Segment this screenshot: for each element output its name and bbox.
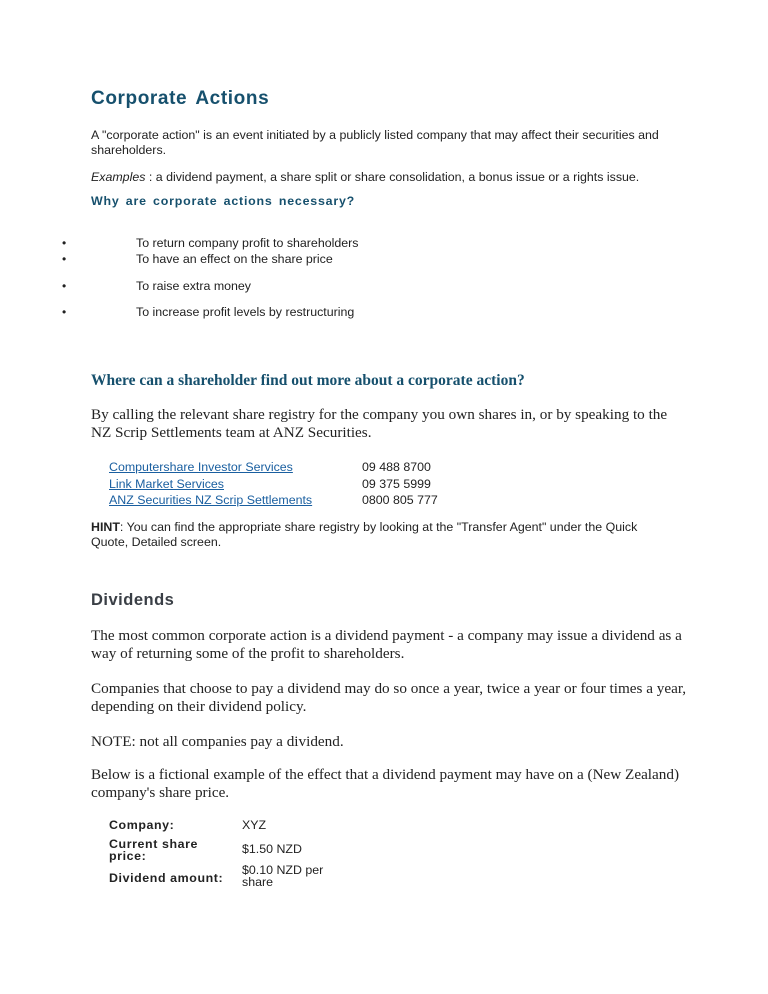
dividend-paragraph: The most common corporate action is a dividend payment - a company may issue a dividend as a way of returning some of the profit to shareholders. — [91, 627, 682, 662]
where-paragraph: By calling the relevant share registry for the company you own shares in, or by speaking to the NZ Scrip Settlements team at ANZ Securities. — [91, 406, 668, 441]
bullet-text: To return company profit to shareholders — [136, 236, 359, 250]
bullet-icon: • — [62, 236, 67, 250]
bullet-text: To have an effect on the share price — [136, 252, 333, 266]
registry-link-link-market[interactable]: Link Market Services — [109, 477, 224, 491]
registry-link-computershare[interactable]: Computershare Investor Services — [109, 460, 293, 474]
hint-text: : You can find the appropriate share registry by looking at the "Transfer Agent" under the Quick Quote, Detailed screen. — [91, 520, 638, 549]
intro-paragraph: A "corporate action" is an event initiated by a publicly listed company that may affect their securities and shareholders. — [91, 128, 659, 157]
bullet-icon: • — [62, 305, 67, 319]
where-heading: Where can a shareholder find out more about a corporate action? — [91, 372, 525, 389]
dividend-paragraph: Below is a fictional example of the effect that a dividend payment may have on a (New Zealand) company's share price. — [91, 766, 680, 801]
bullet-icon: • — [62, 252, 67, 266]
page-title: Corporate Actions — [91, 88, 270, 109]
hint-label: HINT — [91, 520, 120, 534]
bullet-icon: • — [62, 279, 67, 293]
table-value: XYZ — [242, 818, 267, 832]
table-label: Current share price: — [109, 837, 199, 863]
dividend-paragraph: Companies that choose to pay a dividend may do so once a year, twice a year or four times a year, depending on their dividend policy. — [91, 680, 687, 715]
examples-label: Examples — [91, 170, 146, 184]
examples-text: : a dividend payment, a share split or share consolidation, a bonus issue or a rights issue. — [145, 170, 640, 184]
table-value: $0.10 NZD per share — [242, 863, 324, 889]
table-label: Company: — [109, 818, 175, 832]
why-heading: Why are corporate actions necessary? — [91, 194, 356, 208]
registry-phone: 09 375 5999 — [362, 477, 431, 491]
table-value: $1.50 NZD — [242, 842, 302, 856]
examples-paragraph — [91, 170, 639, 185]
hint-paragraph — [91, 520, 651, 550]
registry-phone: 0800 805 777 — [362, 493, 438, 507]
bullet-text: To increase profit levels by restructuring — [136, 305, 355, 319]
bullet-text: To raise extra money — [136, 279, 252, 293]
table-label: Dividend amount: — [109, 871, 224, 885]
registry-phone: 09 488 8700 — [362, 460, 431, 474]
registry-link-anz[interactable]: ANZ Securities NZ Scrip Settlements — [109, 493, 313, 507]
dividends-heading: Dividends — [91, 591, 175, 609]
dividend-paragraph: NOTE: not all companies pay a dividend. — [91, 733, 344, 750]
